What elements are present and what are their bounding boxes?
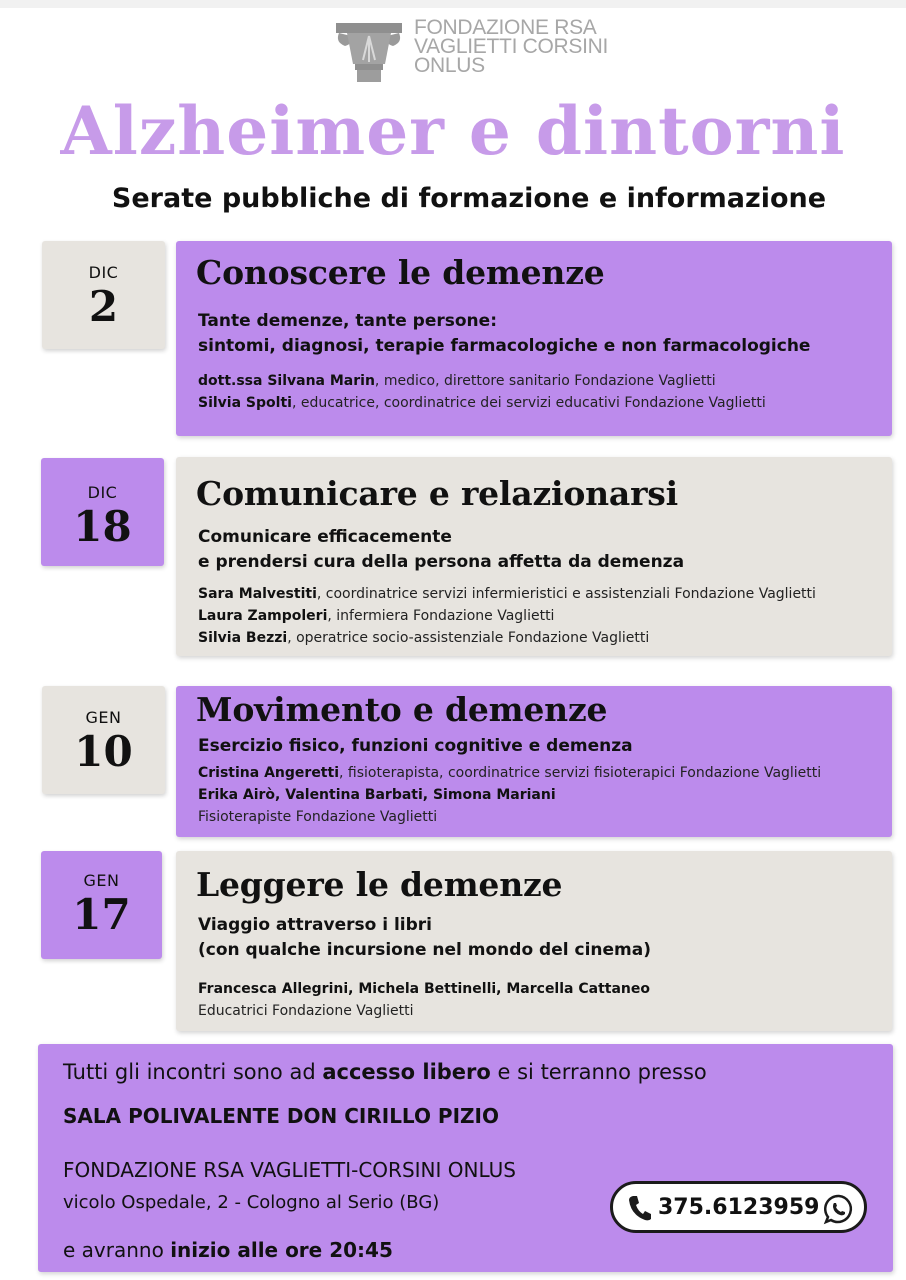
phone-number[interactable]: 375.6123959 <box>658 1195 820 1220</box>
speaker-line <box>198 762 821 784</box>
date-month: GEN <box>85 708 122 727</box>
date-day: 2 <box>88 282 119 331</box>
page-title: Alzheimer e dintorni <box>60 92 846 170</box>
venue-org: FONDAZIONE RSA VAGLIETTI-CORSINI ONLUS <box>63 1158 516 1182</box>
date-badge <box>41 851 162 959</box>
speaker-line <box>198 978 650 1000</box>
phone-icon <box>627 1194 653 1222</box>
speaker-role: , infermiera Fondazione Vaglietti <box>327 608 555 624</box>
event-subtitle-line: Viaggio attraverso i libri <box>198 915 432 935</box>
speaker-line <box>198 784 556 806</box>
event-subtitle-line: Esercizio fisico, funzioni cognitive e demenza <box>198 736 633 756</box>
speaker-role: , fisioterapista, coordinatrice servizi fisioterapici Fondazione Vaglietti <box>339 765 822 781</box>
start-time-line <box>63 1238 393 1262</box>
whatsapp-icon <box>823 1193 855 1225</box>
speaker-line <box>198 392 766 414</box>
speaker-role: , coordinatrice servizi infermieristici e assistenziali Fondazione Vaglietti <box>316 586 816 602</box>
event-subtitle-line: Tante demenze, tante persone: <box>198 311 497 331</box>
start-time-text: e avranno <box>63 1238 171 1262</box>
date-badge <box>41 458 164 566</box>
org-line-1: FONDAZIONE RSA <box>414 16 597 39</box>
event-card <box>176 851 892 1031</box>
access-line <box>63 1060 707 1084</box>
speaker-line <box>198 1000 413 1022</box>
date-day: 10 <box>74 727 133 776</box>
org-line-2: VAGLIETTI CORSINI <box>414 35 609 58</box>
event-card <box>176 686 892 837</box>
date-day: 17 <box>72 890 131 939</box>
speaker-name: Francesca Allegrini, Michela Bettinelli, Marcella Cattaneo <box>198 981 650 997</box>
speaker-line <box>198 583 816 605</box>
access-text-end: e si terranno presso <box>490 1060 707 1084</box>
speaker-line <box>198 605 554 627</box>
speaker-role: Educatrici Fondazione Vaglietti <box>198 1003 414 1019</box>
venue-name: SALA POLIVALENTE DON CIRILLO PIZIO <box>63 1104 499 1128</box>
date-month: DIC <box>88 263 119 282</box>
speaker-name: Sara Malvestiti <box>198 586 317 602</box>
event-card <box>176 457 892 656</box>
event-subtitle-line: sintomi, diagnosi, terapie farmacologiche e non farmacologiche <box>198 336 811 356</box>
event-title: Comunicare e relazionarsi <box>196 474 679 513</box>
date-day: 18 <box>73 502 132 551</box>
speaker-role: Fisioterapiste Fondazione Vaglietti <box>198 809 438 825</box>
organization-name <box>414 18 608 75</box>
event-card <box>176 241 892 436</box>
speaker-name: Cristina Angeretti <box>198 765 339 781</box>
date-month: GEN <box>83 871 120 890</box>
speaker-name: Silvia Bezzi <box>198 630 288 646</box>
phone-contact[interactable] <box>610 1181 867 1233</box>
speaker-line <box>198 806 437 828</box>
venue-address: vicolo Ospedale, 2 - Cologno al Serio (BG) <box>63 1192 440 1213</box>
date-month: DIC <box>87 483 118 502</box>
speaker-line <box>198 627 649 649</box>
event-title: Conoscere le demenze <box>196 253 605 292</box>
access-text: Tutti gli incontri sono ad <box>63 1060 323 1084</box>
speaker-name: Silvia Spolti <box>198 395 292 411</box>
date-badge <box>42 686 165 794</box>
speaker-name: Laura Zampoleri <box>198 608 328 624</box>
date-badge <box>42 241 165 349</box>
speaker-name: dott.ssa Silvana Marin <box>198 373 375 389</box>
page-subtitle: Serate pubbliche di formazione e informazione <box>111 183 827 214</box>
event-subtitle-line: (con qualche incursione nel mondo del cinema) <box>198 940 651 960</box>
event-subtitle-line: Comunicare efficacemente <box>198 527 452 547</box>
speaker-role: , educatrice, coordinatrice dei servizi educativi Fondazione Vaglietti <box>291 395 766 411</box>
info-box <box>38 1044 893 1272</box>
speaker-name: Erika Airò, Valentina Barbati, Simona Mariani <box>198 787 556 803</box>
speaker-role: , operatrice socio-assistenziale Fondazione Vaglietti <box>287 630 650 646</box>
top-border <box>0 0 906 8</box>
org-line-3: ONLUS <box>414 54 485 77</box>
column-capital-logo-icon <box>333 20 405 84</box>
event-title: Leggere le demenze <box>196 865 563 904</box>
access-bold: accesso libero <box>322 1060 491 1084</box>
speaker-line <box>198 370 716 392</box>
event-title: Movimento e demenze <box>196 690 608 729</box>
start-time-bold: inizio alle ore 20:45 <box>170 1238 393 1262</box>
event-subtitle-line: e prendersi cura della persona affetta da demenza <box>198 552 685 572</box>
speaker-role: , medico, direttore sanitario Fondazione Vaglietti <box>374 373 716 389</box>
